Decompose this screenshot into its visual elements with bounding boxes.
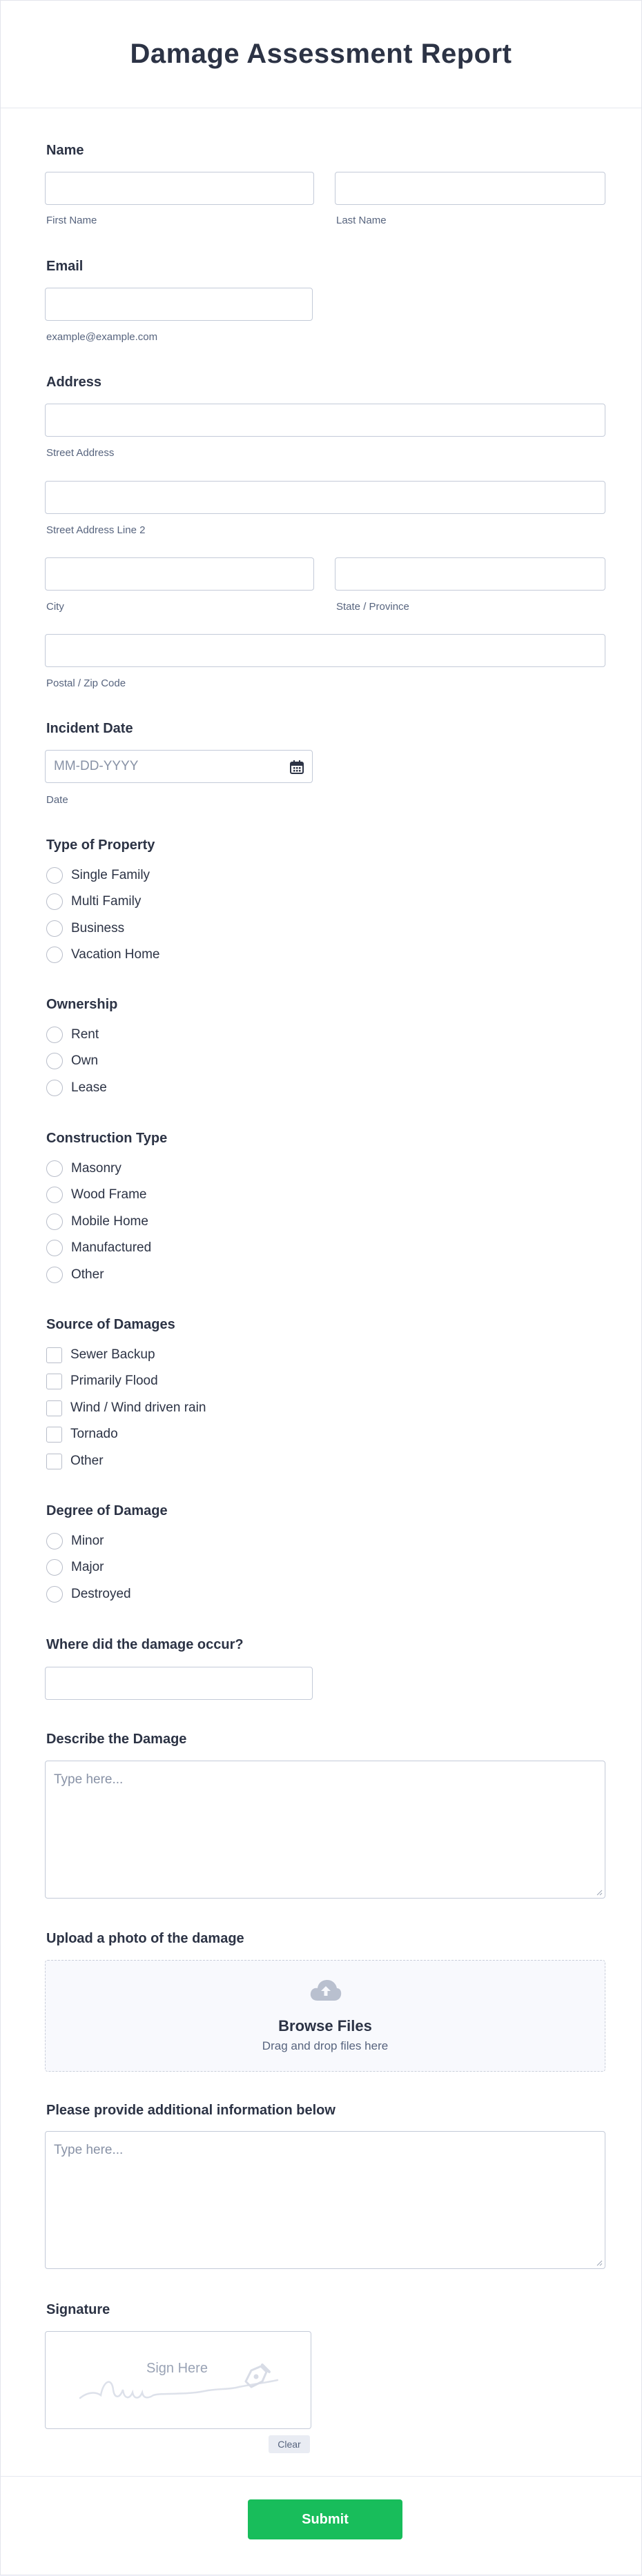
address-label: Address xyxy=(46,375,102,390)
email-sublabel: example@example.com xyxy=(46,331,158,343)
street-address-2-sublabel: Street Address Line 2 xyxy=(46,524,146,536)
radio-button[interactable] xyxy=(46,1240,63,1256)
radio-button[interactable] xyxy=(46,1160,63,1177)
option-label: Business xyxy=(71,921,125,935)
radio-button[interactable] xyxy=(46,1559,63,1576)
incident-date-sublabel: Date xyxy=(46,794,68,806)
damage-location-input[interactable] xyxy=(45,1667,313,1700)
radio-button[interactable] xyxy=(46,1027,63,1043)
property-option-multi-family[interactable] xyxy=(46,893,141,911)
email-input[interactable] xyxy=(45,288,313,321)
radio-button[interactable] xyxy=(46,1533,63,1549)
upload-photo-label: Upload a photo of the damage xyxy=(46,1931,244,1946)
option-label: Multi Family xyxy=(71,894,142,909)
source-option-tornado[interactable] xyxy=(46,1425,118,1443)
option-label: Mobile Home xyxy=(71,1214,148,1229)
first-name-sublabel: First Name xyxy=(46,215,97,226)
additional-info-placeholder: Type here... xyxy=(54,2143,124,2157)
construction-option-manufactured[interactable] xyxy=(46,1239,151,1257)
source-of-damages-label: Source of Damages xyxy=(46,1317,175,1332)
option-label: Destroyed xyxy=(71,1587,131,1601)
additional-info-label: Please provide additional information below xyxy=(46,2103,335,2118)
describe-damage-label: Describe the Damage xyxy=(46,1732,187,1747)
last-name-input[interactable] xyxy=(335,172,605,205)
sign-here-placeholder: Sign Here xyxy=(146,2361,208,2376)
radio-button[interactable] xyxy=(46,1267,63,1283)
signature-label: Signature xyxy=(46,2302,110,2317)
degree-option-minor[interactable] xyxy=(46,1532,104,1550)
clear-signature-button[interactable]: Clear xyxy=(269,2435,310,2453)
option-label: Other xyxy=(71,1267,104,1282)
checkbox[interactable] xyxy=(46,1400,62,1416)
signature-scribble-icon xyxy=(46,2332,312,2430)
radio-button[interactable] xyxy=(46,1053,63,1069)
radio-button[interactable] xyxy=(46,893,63,910)
calendar-icon[interactable] xyxy=(290,760,304,774)
degree-option-major[interactable] xyxy=(46,1558,104,1576)
degree-option-destroyed[interactable] xyxy=(46,1585,131,1603)
construction-option-other[interactable] xyxy=(46,1266,104,1284)
radio-button[interactable] xyxy=(46,1586,63,1603)
option-label: Single Family xyxy=(71,868,150,882)
street-address-2-input[interactable] xyxy=(45,481,605,514)
option-label: Vacation Home xyxy=(71,947,160,962)
option-label: Wood Frame xyxy=(71,1187,147,1202)
option-label: Manufactured xyxy=(71,1240,152,1255)
describe-damage-placeholder: Type here... xyxy=(54,1772,124,1787)
submit-button[interactable]: Submit xyxy=(248,2499,402,2539)
source-option-primarily-flood[interactable] xyxy=(46,1372,158,1390)
name-label: Name xyxy=(46,143,84,158)
option-label: Rent xyxy=(71,1027,99,1042)
incident-date-label: Incident Date xyxy=(46,721,133,736)
radio-button[interactable] xyxy=(46,867,63,884)
radio-button[interactable] xyxy=(46,920,63,937)
construction-option-mobile-home[interactable] xyxy=(46,1213,148,1231)
option-label: Primarily Flood xyxy=(70,1374,158,1388)
ownership-option-lease[interactable] xyxy=(46,1079,107,1097)
construction-type-label: Construction Type xyxy=(46,1131,168,1146)
street-address-input[interactable] xyxy=(45,404,605,437)
radio-button[interactable] xyxy=(46,1187,63,1203)
first-name-input[interactable] xyxy=(45,172,314,205)
option-label: Masonry xyxy=(71,1161,121,1176)
source-option-sewer-backup[interactable] xyxy=(46,1346,155,1364)
last-name-sublabel: Last Name xyxy=(336,215,387,226)
option-label: Sewer Backup xyxy=(70,1347,155,1362)
option-label: Lease xyxy=(71,1080,107,1095)
checkbox[interactable] xyxy=(46,1374,62,1389)
resize-handle-icon[interactable] xyxy=(596,1889,603,1896)
browse-files-text[interactable]: Browse Files xyxy=(278,2017,372,2034)
zip-sublabel: Postal / Zip Code xyxy=(46,677,126,689)
cloud-upload-icon xyxy=(309,1979,342,2002)
additional-info-textarea[interactable] xyxy=(45,2131,605,2269)
ownership-option-rent[interactable] xyxy=(46,1026,99,1044)
email-label: Email xyxy=(46,259,84,274)
source-option-wind[interactable] xyxy=(46,1399,206,1417)
incident-date-input[interactable] xyxy=(45,750,313,783)
option-label: Tornado xyxy=(70,1427,118,1441)
checkbox[interactable] xyxy=(46,1427,62,1443)
radio-button[interactable] xyxy=(46,1213,63,1230)
property-option-business[interactable] xyxy=(46,920,124,938)
option-label: Wind / Wind driven rain xyxy=(70,1400,206,1415)
property-option-vacation-home[interactable] xyxy=(46,946,160,964)
option-label: Major xyxy=(71,1560,104,1574)
incident-date-placeholder: MM-DD-YYYY xyxy=(54,759,139,773)
option-label: Other xyxy=(70,1454,104,1468)
radio-button[interactable] xyxy=(46,1080,63,1096)
source-option-other[interactable] xyxy=(46,1452,104,1470)
state-sublabel: State / Province xyxy=(336,601,409,613)
construction-option-wood-frame[interactable] xyxy=(46,1186,146,1204)
property-type-label: Type of Property xyxy=(46,838,155,853)
city-sublabel: City xyxy=(46,601,64,613)
drag-drop-text: Drag and drop files here xyxy=(262,2039,389,2052)
street-address-sublabel: Street Address xyxy=(46,447,115,459)
state-input[interactable] xyxy=(335,557,605,591)
degree-of-damage-label: Degree of Damage xyxy=(46,1503,168,1518)
form-header xyxy=(1,1,641,108)
file-upload-dropzone[interactable] xyxy=(45,1960,605,2072)
damage-location-label: Where did the damage occur? xyxy=(46,1637,244,1652)
signature-pad[interactable] xyxy=(45,2331,311,2429)
ownership-label: Ownership xyxy=(46,997,118,1012)
property-option-single-family[interactable] xyxy=(46,866,150,884)
form-title: Damage Assessment Report xyxy=(130,39,512,69)
pen-icon xyxy=(242,2361,272,2388)
checkbox[interactable] xyxy=(46,1347,62,1363)
checkbox[interactable] xyxy=(46,1454,62,1469)
radio-button[interactable] xyxy=(46,947,63,963)
resize-handle-icon[interactable] xyxy=(596,2259,603,2266)
construction-option-masonry[interactable] xyxy=(46,1160,121,1178)
describe-damage-textarea[interactable] xyxy=(45,1761,605,1899)
ownership-option-own[interactable] xyxy=(46,1052,98,1070)
option-label: Minor xyxy=(71,1534,104,1548)
option-label: Own xyxy=(71,1053,99,1068)
city-input[interactable] xyxy=(45,557,314,591)
zip-input[interactable] xyxy=(45,634,605,667)
